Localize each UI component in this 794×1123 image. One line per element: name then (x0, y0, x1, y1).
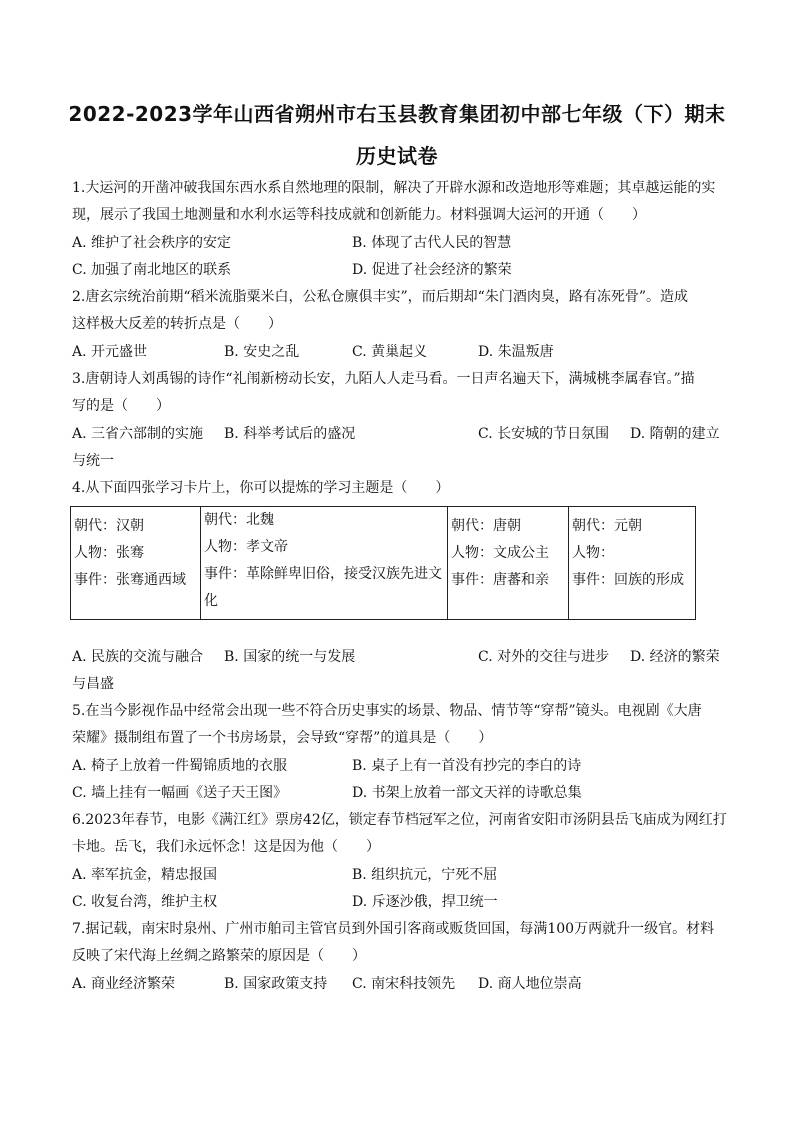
card-dynasty: 朝代：元朝 (572, 518, 642, 534)
q1-option-d[interactable]: D. 促进了社会经济的繁荣 (352, 262, 512, 278)
q3-option-d[interactable]: D. 隋朝的建立 (630, 426, 720, 442)
exam-title-line-2: 历史试卷 (356, 144, 438, 168)
q2-option-c[interactable]: C. 黄巢起义 (352, 344, 428, 360)
q1-stem-line-2: 现，展示了我国土地测量和水利水运等科技成就和创新能力。材料强调大运河的开通（ ） (72, 207, 646, 223)
q5-stem-line-1: 5.在当今影视作品中经常会出现一些不符合历史事实的场景、物品、情节等“穿帮”镜头。电视剧《大唐 (72, 703, 702, 719)
q4-option-d[interactable]: D. 经济的繁荣 (630, 649, 720, 665)
q2-option-d[interactable]: D. 朱温叛唐 (478, 344, 554, 360)
q3-option-a[interactable]: A. 三省六部制的实施 (72, 426, 204, 442)
q1-option-b[interactable]: B. 体现了古代人民的智慧 (352, 235, 512, 251)
study-card-yuan (569, 507, 696, 620)
q7-option-d[interactable]: D. 商人地位崇高 (478, 976, 582, 992)
card-person: 人物： (572, 545, 614, 561)
card-event: 事件：回族的形成 (572, 572, 684, 588)
study-card-beiwei (201, 507, 448, 620)
q5-option-d[interactable]: D. 书架上放着一部文天祥的诗歌总集 (352, 785, 582, 801)
card-dynasty: 朝代：北魏 (204, 512, 274, 528)
q6-option-c[interactable]: C. 收复台湾，维护主权 (72, 894, 218, 910)
q1-option-c[interactable]: C. 加强了南北地区的联系 (72, 262, 232, 278)
q6-stem-line-1: 6.2023年春节，电影《满江红》票房42亿，锁定春节档冠军之位，河南省安阳市汤阴县岳飞庙成为网红打 (72, 812, 727, 828)
q4-option-b[interactable]: B. 国家的统一与发展 (224, 649, 356, 665)
study-cards-table (70, 506, 696, 620)
card-event: 事件：革除鲜卑旧俗，接受汉族先进文 (204, 566, 442, 582)
q3-option-c[interactable]: C. 长安城的节日氛围 (478, 426, 610, 442)
card-event: 事件：唐蕃和亲 (451, 572, 549, 588)
q6-option-a[interactable]: A. 率军抗金，精忠报国 (72, 867, 218, 883)
card-person: 人物：孝文帝 (204, 539, 288, 555)
q4-option-c[interactable]: C. 对外的交往与进步 (478, 649, 610, 665)
q1-stem-line-1: 1.大运河的开凿冲破我国东西水系自然地理的限制，解决了开辟水源和改造地形等难题；其卓越运能的实 (72, 180, 716, 196)
q5-stem-line-2: 荣耀》摄制组布置了一个书房场景，会导致“穿帮”的道具是（ ） (72, 730, 493, 746)
q4-stem-line-1: 4.从下面四张学习卡片上，你可以提炼的学习主题是（ ） (72, 480, 450, 496)
q7-stem-line-1: 7.据记载，南宋时泉州、广州市舶司主管官员到外国引客商或贩货回国，每满100万两就升一级官。材料 (72, 921, 715, 937)
card-event-wrap: 化 (204, 593, 218, 609)
card-dynasty: 朝代：汉朝 (74, 518, 144, 534)
q4-option-d-wrap: 与昌盛 (72, 676, 114, 692)
study-card-tang (448, 507, 569, 620)
q2-option-b[interactable]: B. 安史之乱 (224, 344, 300, 360)
q5-option-b[interactable]: B. 桌子上有一首没有抄完的李白的诗 (352, 758, 582, 774)
q5-option-c[interactable]: C. 墙上挂有一幅画《送子天王图》 (72, 785, 288, 801)
card-person: 人物：文成公主 (451, 545, 549, 561)
card-dynasty: 朝代：唐朝 (451, 518, 521, 534)
q6-option-b[interactable]: B. 组织抗元，宁死不屈 (352, 867, 498, 883)
study-card-han (71, 507, 201, 620)
card-person: 人物：张骞 (74, 545, 144, 561)
q7-stem-line-2: 反映了宋代海上丝绸之路繁荣的原因是（ ） (72, 948, 366, 964)
q3-option-d-wrap: 与统一 (72, 453, 114, 469)
q2-option-a[interactable]: A. 开元盛世 (72, 344, 148, 360)
q5-option-a[interactable]: A. 椅子上放着一件蜀锦质地的衣服 (72, 758, 288, 774)
q7-option-b[interactable]: B. 国家政策支持 (224, 976, 328, 992)
q4-option-a[interactable]: A. 民族的交流与融合 (72, 649, 204, 665)
q2-stem-line-2: 这样极大反差的转折点是（ ） (72, 316, 282, 332)
q3-stem-line-2: 写的是（ ） (72, 398, 170, 414)
q7-option-c[interactable]: C. 南宋科技领先 (352, 976, 456, 992)
q6-option-d[interactable]: D. 斥逐沙俄，捍卫统一 (352, 894, 498, 910)
q7-option-a[interactable]: A. 商业经济繁荣 (72, 976, 176, 992)
exam-title-line-1: 2022-2023学年山西省朔州市右玉县教育集团初中部七年级（下）期末 (68, 102, 726, 126)
q3-stem-line-1: 3.唐朝诗人刘禹锡的诗作“礼闱新榜动长安，九陌人人走马看。一日声名遍天下，满城桃李属春官。”描 (72, 371, 695, 387)
q3-option-b[interactable]: B. 科举考试后的盛况 (224, 426, 356, 442)
card-event: 事件：张骞通西域 (74, 572, 186, 588)
q2-stem-line-1: 2.唐玄宗统治前期“稻米流脂粟米白，公私仓廪俱丰实”，而后期却“朱门酒肉臭，路有冻死骨”。造成 (72, 289, 688, 305)
q1-option-a[interactable]: A. 维护了社会秩序的安定 (72, 235, 232, 251)
q6-stem-line-2: 卡地。岳飞，我们永远怀念！这是因为他（ ） (72, 839, 380, 855)
